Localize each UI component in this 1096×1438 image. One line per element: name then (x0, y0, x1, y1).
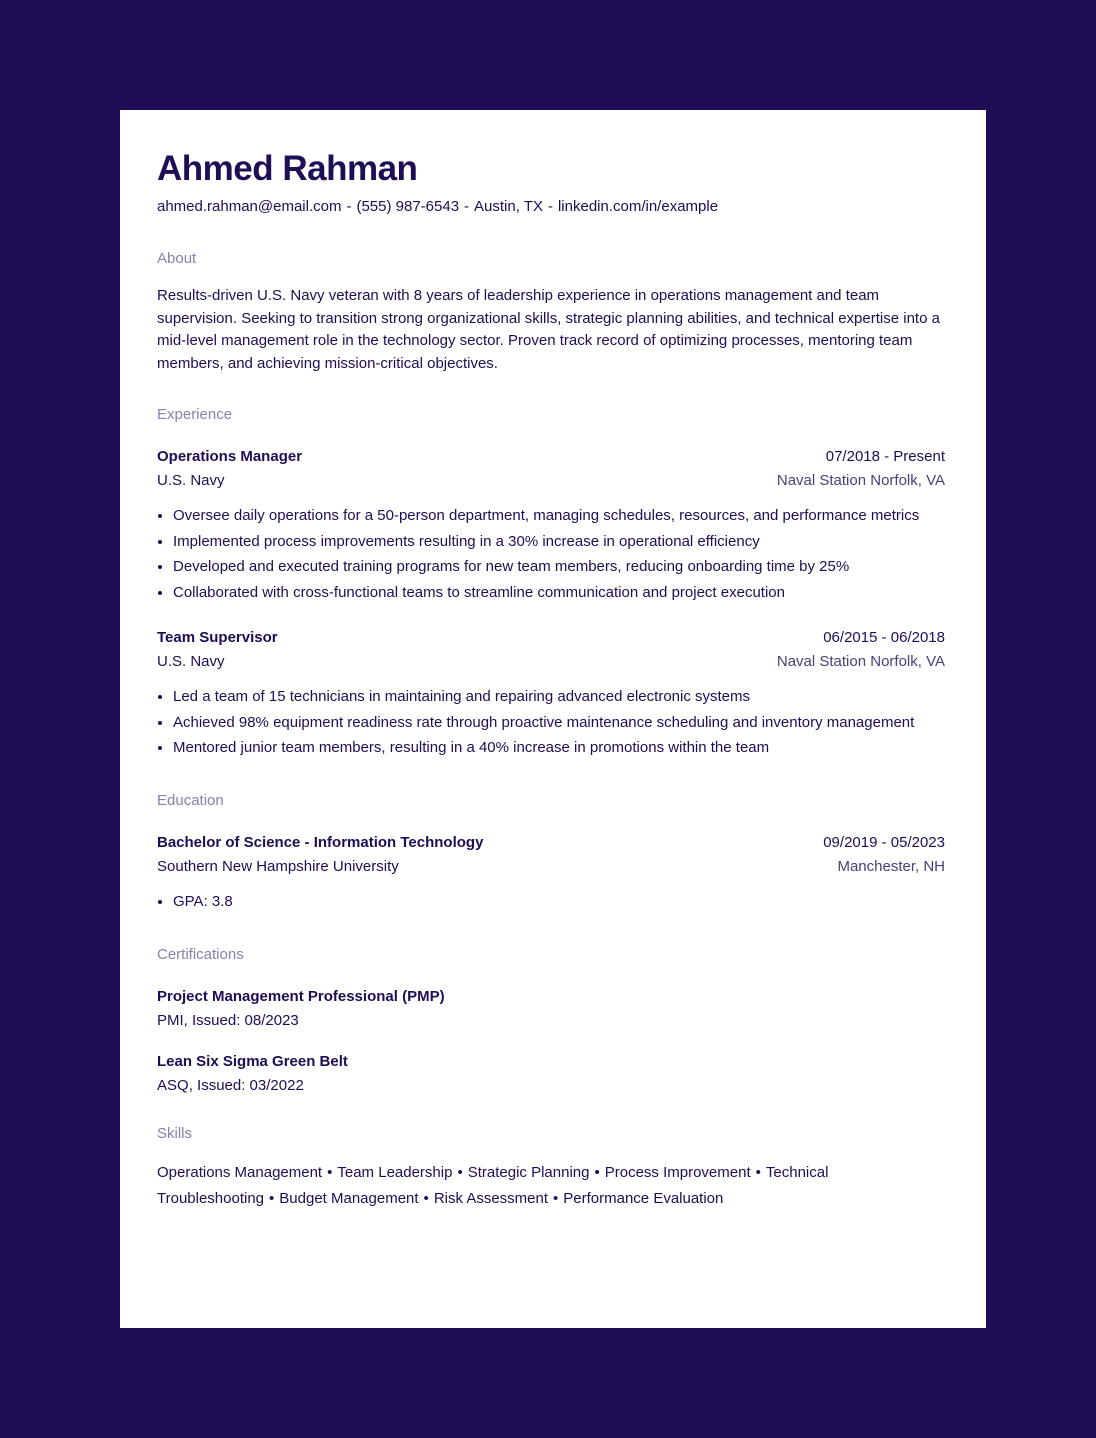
skill-separator: • (327, 1163, 333, 1181)
about-text: Results-driven U.S. Navy veteran with 8 years of leadership experience in operations management and team supervision. Seeking to transition strong organizational skills, strategic planning abilities, and technical expertise into a mid-level management role in the technology sector. Proven track record of optimizing processes, mentoring team members, and achieving mission-critical objectives. (157, 287, 940, 372)
education-school: Southern New Hampshire University (157, 857, 399, 875)
job-bullets (157, 503, 945, 606)
skill-separator: • (423, 1189, 429, 1207)
contact-separator: - (346, 198, 352, 215)
job-bullet: • Collaborated with cross-functional teams to streamline communication and project execution (173, 580, 945, 606)
contact-separator: - (464, 198, 470, 215)
certification-entry (157, 1050, 945, 1098)
skill-item: Performance Evaluation (563, 1189, 724, 1207)
job-org-row (157, 469, 945, 493)
job-header-row (157, 445, 945, 469)
certification-entry (157, 985, 945, 1033)
job-org-row (157, 650, 945, 674)
job-dates: 06/2015 - 06/2018 (823, 628, 945, 646)
experience-section-title: Experience (157, 406, 233, 423)
certification-issuer: PMI (157, 1011, 184, 1029)
contact-phone: (555) 987-6543 (356, 198, 460, 215)
skill-separator: • (269, 1189, 275, 1207)
skills-list (157, 1160, 897, 1212)
job-bullet: • Achieved 98% equipment readiness rate through proactive maintenance scheduling and inventory management (173, 710, 945, 736)
certification-name: Project Management Professional (PMP) (157, 987, 445, 1005)
contact-location: Austin, TX (474, 198, 543, 215)
contact-line (157, 197, 945, 217)
skill-separator: • (755, 1163, 761, 1181)
job-dates: 07/2018 - Present (825, 448, 945, 465)
education-bullets (157, 889, 945, 915)
education-school-row (157, 855, 945, 879)
job-bullet: • Led a team of 15 technicians in maintaining and repairing advanced electronic systems (173, 684, 945, 710)
education-section-title: Education (157, 791, 224, 809)
skills-section-title: Skills (157, 1124, 193, 1142)
job-entry (157, 626, 945, 761)
job-header-row (157, 626, 945, 650)
job-bullets (157, 684, 945, 761)
candidate-name: Ahmed Rahman (157, 149, 418, 188)
job-location: Naval Station Norfolk, VA (776, 472, 945, 489)
certification-name: Lean Six Sigma Green Belt (157, 1052, 348, 1070)
certifications-section-title: Certifications (157, 945, 244, 963)
certification-issuer: ASQ (157, 1076, 189, 1094)
education-location: Manchester, NH (837, 857, 945, 875)
certification-issued: Issued: 03/2022 (197, 1076, 304, 1094)
job-title: Operations Manager (157, 448, 303, 465)
certification-details: ASQ, Issued: 03/2022 (157, 1076, 304, 1094)
contact-linkedin[interactable]: linkedin.com/in/example (557, 198, 719, 215)
contact-email[interactable]: ahmed.rahman@email.com (157, 198, 342, 215)
certification-details: PMI, Issued: 08/2023 (157, 1011, 299, 1029)
skill-item: Team Leadership (337, 1163, 453, 1181)
job-bullet: • Mentored junior team members, resulting in a 40% increase in promotions within the team (173, 735, 945, 761)
skill-separator: • (553, 1189, 559, 1207)
skill-item: Technical Troubleshooting (157, 1163, 829, 1207)
job-location: Naval Station Norfolk, VA (776, 652, 945, 670)
skill-separator: • (594, 1163, 600, 1181)
skill-item: Strategic Planning (467, 1163, 590, 1181)
skill-item: Operations Management (157, 1163, 323, 1181)
skill-item: Budget Management (279, 1189, 419, 1207)
job-bullet: • Developed and executed training programs for new team members, reducing onboarding time by 25% (173, 554, 945, 580)
skill-separator: • (457, 1163, 463, 1181)
education-degree: Bachelor of Science - Information Technology (157, 833, 484, 851)
resume-page (120, 110, 986, 1328)
job-bullet: • Implemented process improvements resulting in a 30% increase in operational efficiency (173, 529, 945, 555)
contact-separator: - (547, 198, 553, 215)
education-bullet: • GPA: 3.8 (173, 889, 945, 915)
job-entry (157, 445, 945, 606)
education-header-row (157, 831, 945, 855)
skill-item: Risk Assessment (433, 1189, 549, 1207)
about-section-title: About (157, 250, 197, 267)
certification-issued: Issued: 08/2023 (192, 1011, 299, 1029)
education-entry (157, 831, 945, 915)
job-organization: U.S. Navy (157, 472, 225, 489)
skill-item: Process Improvement (604, 1163, 751, 1181)
job-title: Team Supervisor (157, 628, 278, 646)
job-bullet: • Oversee daily operations for a 50-person department, managing schedules, resources, and performance metrics (173, 503, 945, 529)
education-dates: 09/2019 - 05/2023 (823, 833, 945, 851)
job-organization: U.S. Navy (157, 652, 225, 670)
